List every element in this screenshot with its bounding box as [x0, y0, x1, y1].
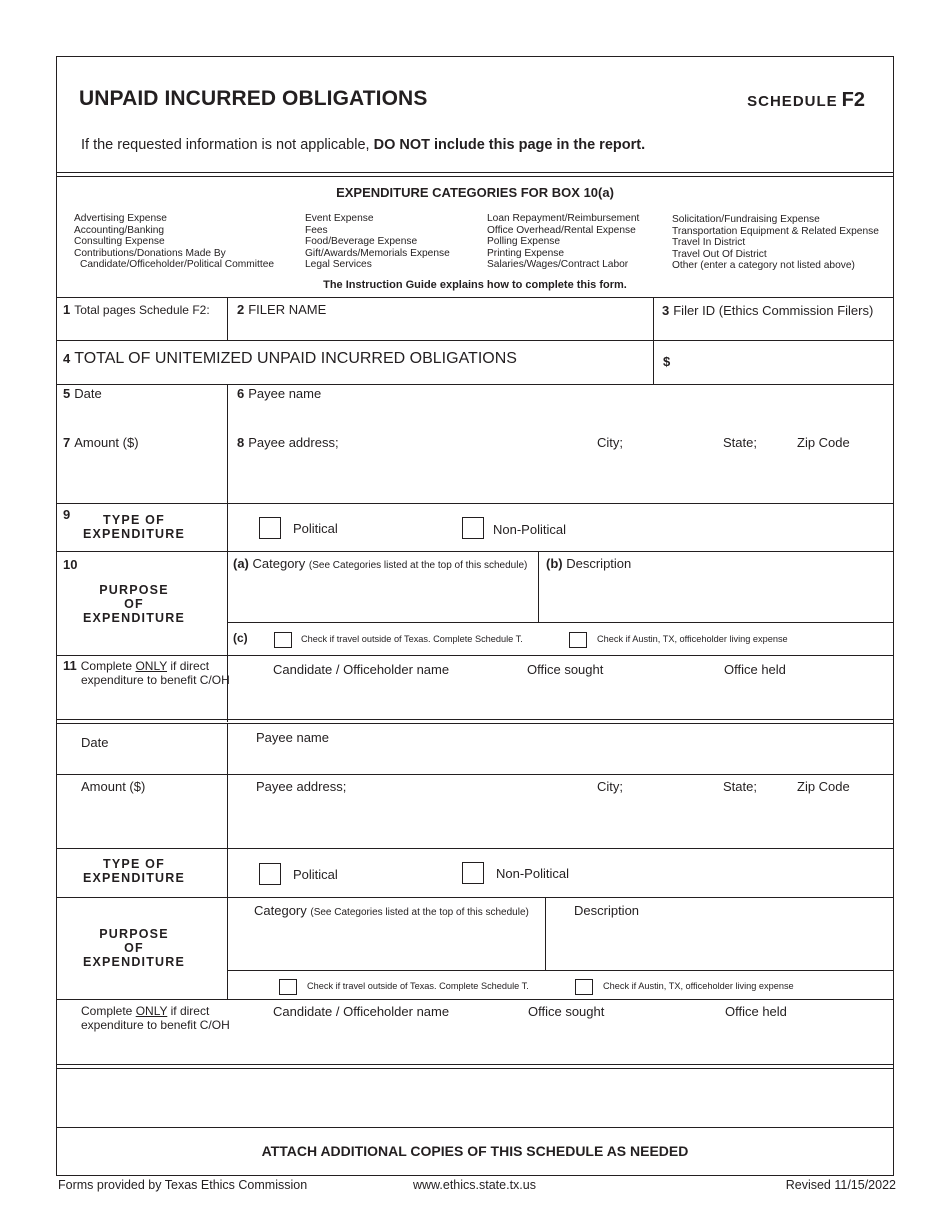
category-item: Polling Expense — [487, 236, 561, 248]
type-of-expenditure-label-2 — [59, 857, 209, 885]
field-total-pages[interactable] — [63, 302, 210, 317]
field-payee-name[interactable] — [237, 386, 321, 401]
entry-divider — [57, 719, 893, 724]
category-item: Event Expense — [305, 213, 374, 224]
purpose-line: OF — [124, 597, 144, 611]
field-number: 4 — [63, 351, 71, 366]
field-number: 11 — [63, 658, 77, 673]
austin-living-expense-checkbox[interactable] — [569, 632, 587, 648]
type-line: TYPE OF — [103, 513, 165, 527]
travel-outside-texas-label: Check if travel outside of Texas. Complete Schedule T. — [301, 634, 523, 644]
category-item: Consulting Expense — [74, 236, 165, 248]
city-label: City; — [597, 779, 623, 794]
field-label: Description — [566, 556, 632, 571]
field-payee-name-2[interactable]: Payee name — [256, 730, 329, 745]
entry-divider — [57, 1064, 893, 1069]
purpose-line: EXPENDITURE — [82, 611, 186, 625]
field-payee-address-2[interactable]: Payee address; — [256, 779, 347, 794]
row-divider — [57, 503, 893, 504]
city-label: City; — [597, 435, 623, 450]
field-number: 2 — [237, 302, 245, 317]
field-filer-id[interactable] — [662, 303, 873, 318]
zip-label: Zip Code — [797, 435, 850, 450]
field-label: expenditure to benefit C/OH — [81, 1018, 230, 1032]
category-item: Gift/Awards/Memorials Expense — [305, 247, 450, 259]
field-direct-expenditure[interactable] — [63, 659, 230, 687]
field-description-2[interactable]: Description — [574, 903, 640, 918]
purpose-line: EXPENDITURE — [82, 955, 186, 969]
category-item: Salaries/Wages/Contract Labor — [487, 259, 629, 271]
attach-copies-note: ATTACH ADDITIONAL COPIES OF THIS SCHEDULE AS NEEDED — [261, 1143, 689, 1159]
field-label: Payee name — [248, 386, 322, 401]
category-item: Travel Out Of District — [672, 248, 767, 260]
field-label: TOTAL OF UNITEMIZED UNPAID INCURRED OBLIGATIONS — [74, 350, 517, 367]
schedule-code: F2 — [841, 89, 865, 111]
only-emphasis: ONLY — [135, 1004, 168, 1018]
col-divider — [227, 724, 228, 1000]
category-item: Loan Repayment/Reimbursement — [487, 213, 640, 224]
footer-provider: Forms provided by Texas Ethics Commission — [58, 1178, 308, 1192]
row-divider — [227, 970, 893, 971]
purpose-line: PURPOSE — [99, 583, 169, 597]
category-item: Legal Services — [305, 259, 372, 271]
field-label: Complete — [80, 659, 133, 673]
field-label: Date — [74, 386, 102, 401]
categories-col-3 — [487, 213, 639, 271]
non-political-label: Non-Political — [493, 522, 566, 537]
type-line: EXPENDITURE — [82, 871, 186, 885]
only-emphasis: ONLY — [135, 659, 168, 673]
intro-plain: If the requested information is not applicable, — [81, 137, 370, 153]
category-item: Contributions/Donations Made By — [74, 247, 226, 259]
field-date[interactable] — [63, 386, 102, 401]
field-number: 10 — [63, 557, 78, 572]
field-category-2[interactable] — [254, 903, 529, 918]
row-divider — [57, 297, 893, 298]
field-number: 3 — [662, 303, 670, 318]
office-sought-label: Office sought — [528, 1004, 605, 1019]
col-divider — [538, 551, 539, 623]
field-number: 9 — [63, 507, 71, 522]
field-label: FILER NAME — [248, 302, 327, 317]
field-number: 7 — [63, 435, 71, 450]
field-letter: (a) — [233, 556, 249, 571]
row-divider — [57, 1127, 893, 1128]
form-title: UNPAID INCURRED OBLIGATIONS — [79, 87, 428, 110]
field-letter: (b) — [546, 556, 563, 571]
purpose-line: PURPOSE — [99, 927, 169, 941]
field-amount[interactable] — [63, 435, 139, 450]
office-held-label: Office held — [724, 662, 786, 677]
category-note: (See Categories listed at the top of this schedule) — [308, 560, 528, 571]
row-divider — [227, 622, 893, 623]
category-item: Candidate/Officeholder/Political Committee — [80, 259, 275, 271]
field-total-unitemized[interactable] — [63, 350, 517, 368]
travel-outside-texas-checkbox[interactable] — [274, 632, 292, 648]
dollar-sign: $ — [663, 354, 671, 369]
political-label: Political — [293, 867, 338, 882]
category-item: Accounting/Banking — [74, 224, 165, 236]
field-payee-address[interactable] — [237, 435, 339, 450]
office-sought-label: Office sought — [527, 662, 604, 677]
travel-outside-texas-label: Check if travel outside of Texas. Complete Schedule T. — [307, 981, 529, 991]
col-divider — [545, 897, 546, 971]
field-number: 5 — [63, 386, 71, 401]
political-checkbox[interactable] — [259, 517, 281, 539]
purpose-of-expenditure-label — [59, 583, 209, 625]
schedule-word: SCHEDULE — [747, 93, 838, 110]
austin-living-expense-checkbox-2[interactable] — [575, 979, 593, 995]
row-divider — [57, 551, 893, 552]
type-of-expenditure-label — [59, 513, 209, 541]
field-filer-name[interactable] — [237, 302, 326, 317]
intro-bold: DO NOT include this page in the report. — [373, 137, 646, 153]
non-political-label: Non-Political — [496, 866, 569, 881]
field-label: if direct — [170, 659, 210, 673]
field-label: Total pages Schedule F2: — [74, 303, 210, 317]
purpose-line: OF — [124, 941, 144, 955]
categories-col-4 — [672, 214, 879, 272]
zip-label: Zip Code — [797, 779, 850, 794]
travel-outside-texas-checkbox-2[interactable] — [279, 979, 297, 995]
category-item: Printing Expense — [487, 247, 565, 259]
field-direct-expenditure-2[interactable] — [81, 1004, 230, 1032]
field-date-2[interactable]: Date — [81, 735, 109, 750]
candidate-name-label: Candidate / Officeholder name — [273, 662, 450, 677]
category-item: Solicitation/Fundraising Expense — [672, 214, 820, 225]
category-item: Fees — [305, 224, 328, 236]
category-item: Transportation Equipment & Related Expense — [672, 225, 879, 237]
header-divider — [57, 172, 893, 177]
field-category[interactable] — [233, 556, 527, 571]
political-label: Political — [293, 521, 338, 536]
category-item: Travel In District — [672, 237, 746, 249]
field-number: 6 — [237, 386, 245, 401]
type-line: EXPENDITURE — [82, 527, 186, 541]
instruction-guide-note: The Instruction Guide explains how to complete this form. — [323, 279, 627, 291]
row-divider — [57, 774, 893, 775]
col-divider — [227, 297, 228, 341]
schedule-form — [56, 56, 894, 1176]
field-letter: (c) — [233, 631, 248, 645]
field-number: 1 — [63, 302, 71, 317]
field-label: Filer ID (Ethics Commission Filers) — [673, 303, 874, 318]
categories-col-1 — [74, 213, 274, 271]
category-item: Office Overhead/Rental Expense — [487, 224, 636, 236]
non-political-checkbox[interactable] — [462, 517, 484, 539]
footer-revision: Revised 11/15/2022 — [785, 1178, 896, 1192]
field-label: if direct — [170, 1004, 210, 1018]
field-description[interactable] — [546, 556, 631, 571]
political-checkbox-2[interactable] — [259, 863, 281, 885]
field-label: Complete — [81, 1004, 133, 1018]
category-item: Advertising Expense — [74, 213, 167, 224]
non-political-checkbox-2[interactable] — [462, 862, 484, 884]
row-divider — [57, 897, 893, 898]
row-divider — [57, 999, 893, 1000]
field-label: Category — [252, 556, 306, 571]
state-label: State; — [723, 435, 757, 450]
category-item: Food/Beverage Expense — [305, 236, 418, 248]
field-number: 8 — [237, 435, 245, 450]
state-label: State; — [723, 779, 757, 794]
schedule-label — [747, 89, 865, 112]
row-divider — [57, 340, 893, 341]
field-amount-2[interactable]: Amount ($) — [81, 779, 146, 794]
austin-living-expense-label: Check if Austin, TX, officeholder living expense — [597, 634, 788, 644]
type-line: TYPE OF — [103, 857, 165, 871]
candidate-name-label: Candidate / Officeholder name — [273, 1004, 450, 1019]
categories-col-2 — [305, 213, 450, 271]
field-label: Category — [254, 903, 307, 918]
row-divider — [57, 384, 893, 385]
row-divider — [57, 655, 893, 656]
field-label: Payee address; — [248, 435, 339, 450]
category-note: (See Categories listed at the top of this schedule) — [310, 907, 529, 918]
field-label: expenditure to benefit C/OH — [81, 673, 230, 687]
footer-website-link[interactable]: www.ethics.state.tx.us — [413, 1178, 536, 1192]
austin-living-expense-label: Check if Austin, TX, officeholder living expense — [603, 981, 794, 991]
category-item: Other (enter a category not listed above) — [672, 260, 855, 272]
purpose-of-expenditure-label-2 — [59, 927, 209, 969]
categories-heading: EXPENDITURE CATEGORIES FOR BOX 10(a) — [336, 185, 614, 200]
field-label: Amount ($) — [74, 435, 139, 450]
row-divider — [57, 848, 893, 849]
office-held-label: Office held — [725, 1004, 787, 1019]
intro-text — [81, 137, 645, 153]
